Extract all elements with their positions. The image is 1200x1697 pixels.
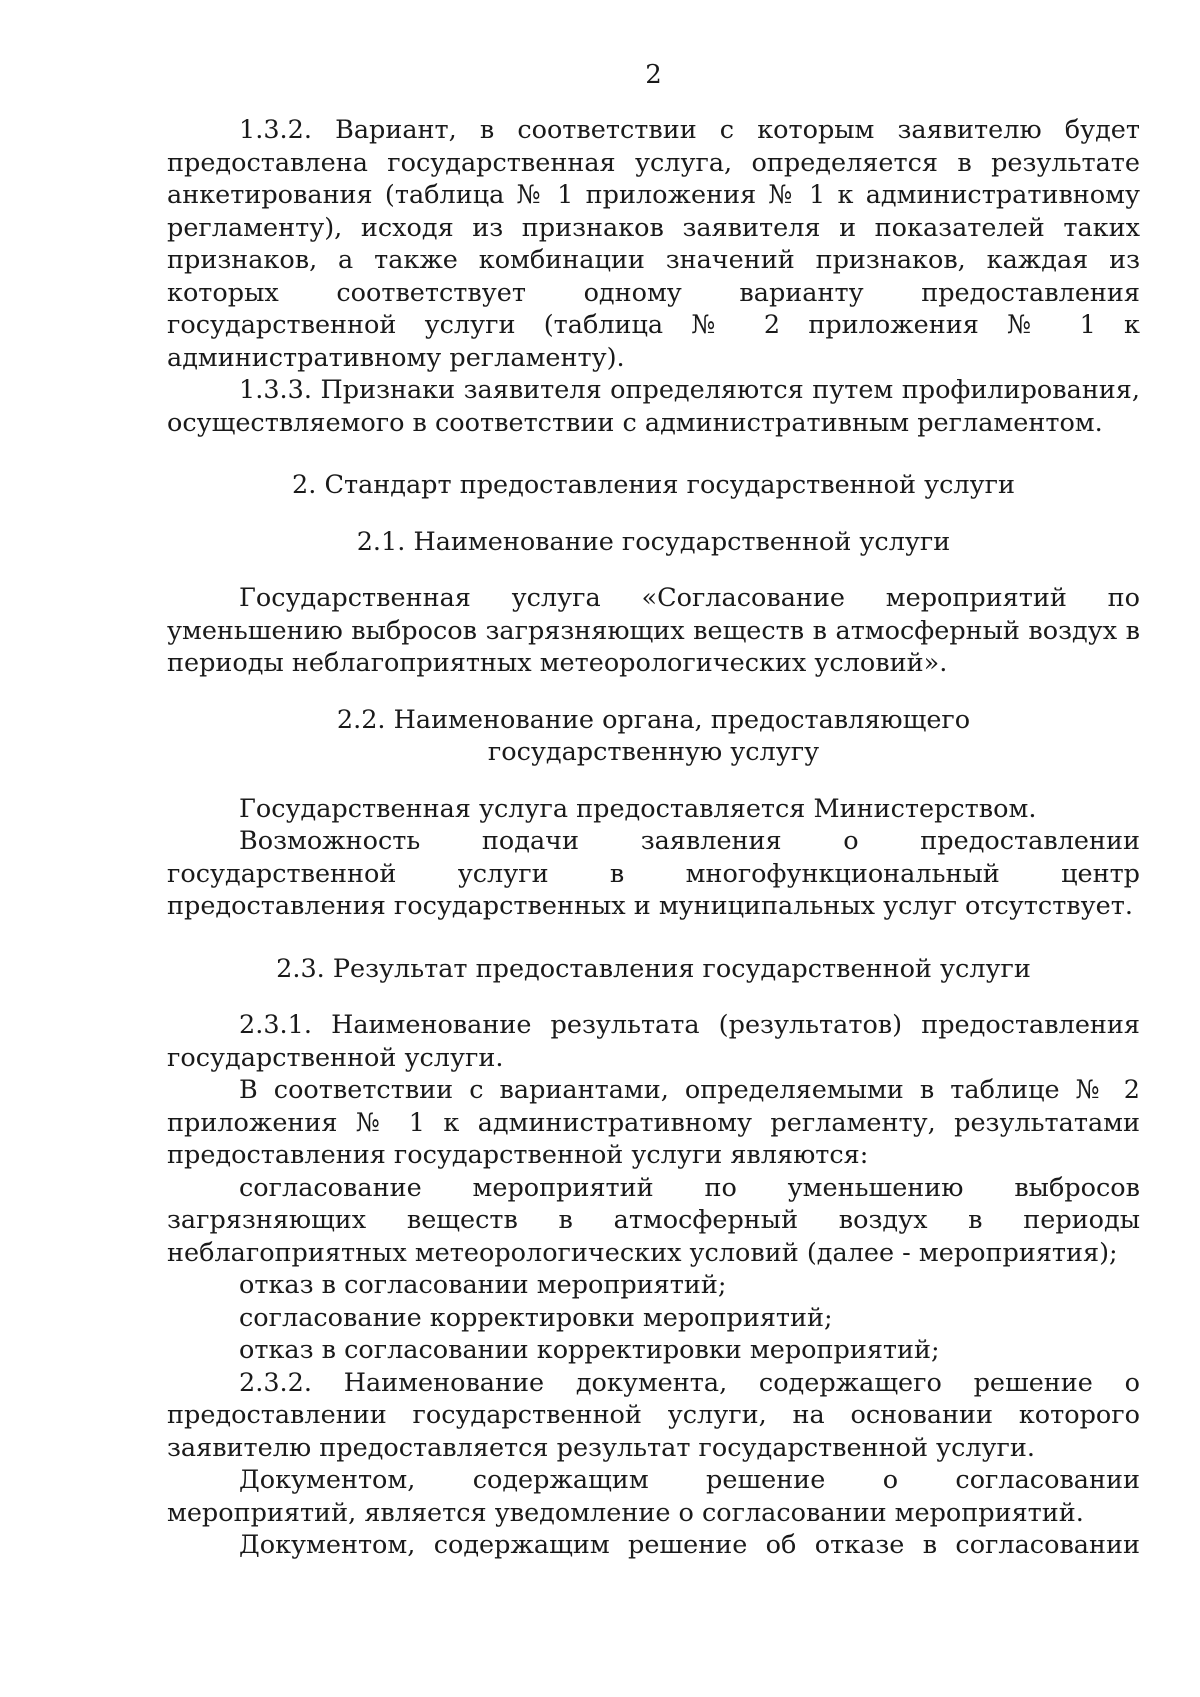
list-item-2: отказ в согласовании мероприятий; xyxy=(239,1270,727,1300)
paragraph-2-3-1: 2.3.1. Наименование результата (результатов) предоставления государственной услуги. xyxy=(167,1010,1140,1073)
paragraph-2-2-a: Государственная услуга предоставляется Министерством. xyxy=(239,793,1037,824)
subsection-heading-2-2-line-2: государственную услугу xyxy=(487,737,820,767)
list-item-4: отказ в согласовании корректировки мероприятий; xyxy=(239,1335,940,1365)
paragraph-2-2-b: Возможность подачи заявления о предоставлении государственной услуги в многофункциональный центр предоставления государственных и муниципальных услуг отсутствует. xyxy=(167,826,1140,921)
section-heading-2: 2. Стандарт предоставления государственной услуги xyxy=(292,470,1015,500)
subsection-heading-2-1: 2.1. Наименование государственной услуги xyxy=(356,526,951,557)
page-number: 2 xyxy=(645,60,662,90)
subsection-heading-2-2-line-1: 2.2. Наименование органа, предоставляющего xyxy=(336,704,971,735)
list-item-1: согласование мероприятий по уменьшению выбросов загрязняющих веществ в атмосферный воздух в периоды неблагоприятных метеорологических условий (далее - мероприятия); xyxy=(167,1172,1140,1268)
document-page xyxy=(167,60,1140,1562)
list-item-3: согласование корректировки мероприятий; xyxy=(239,1302,833,1333)
paragraph-2-3-2: 2.3.2. Наименование документа, содержащего решение о предоставлении государственной услуги, на основании которого заявителю предоставляется результат государственной услуги. xyxy=(167,1367,1140,1463)
paragraph-2-3-2-c: Документом, содержащим решение об отказе в согласовании xyxy=(239,1530,1140,1560)
paragraph-1-3-3: 1.3.3. Признаки заявителя определяются путем профилирования, осуществляемого в соответствии с административным регламентом. xyxy=(167,375,1140,438)
paragraph-2-3-1-b: В соответствии с вариантами, определяемыми в таблице № 2 приложения № 1 к административному регламенту, результатами предоставления государственной услуги являются: xyxy=(167,1075,1140,1170)
subsection-heading-2-3: 2.3. Результат предоставления государственной услуги xyxy=(276,953,1031,984)
paragraph-2-1: Государственная услуга «Согласование мероприятий по уменьшению выбросов загрязняющих веществ в атмосферный воздух в периоды неблагоприятных метеорологических условий». xyxy=(167,583,1140,678)
paragraph-1-3-2: 1.3.2. Вариант, в соответствии с которым заявителю будет предоставлена государственная услуга, определяется в результате анкетирования (таблица № 1 приложения № 1 к административному регламенту), исходя из признаков заявителя и показателей таких признаков, а также комбинации значений признаков, каждая из которых соответствует одному варианту предоставления государственной услуги (таблица № 2 приложения № 1 к административному регламенту). xyxy=(167,115,1140,373)
paragraph-2-3-2-b: Документом, содержащим решение о согласовании мероприятий, является уведомление о согласовании мероприятий. xyxy=(167,1465,1140,1528)
